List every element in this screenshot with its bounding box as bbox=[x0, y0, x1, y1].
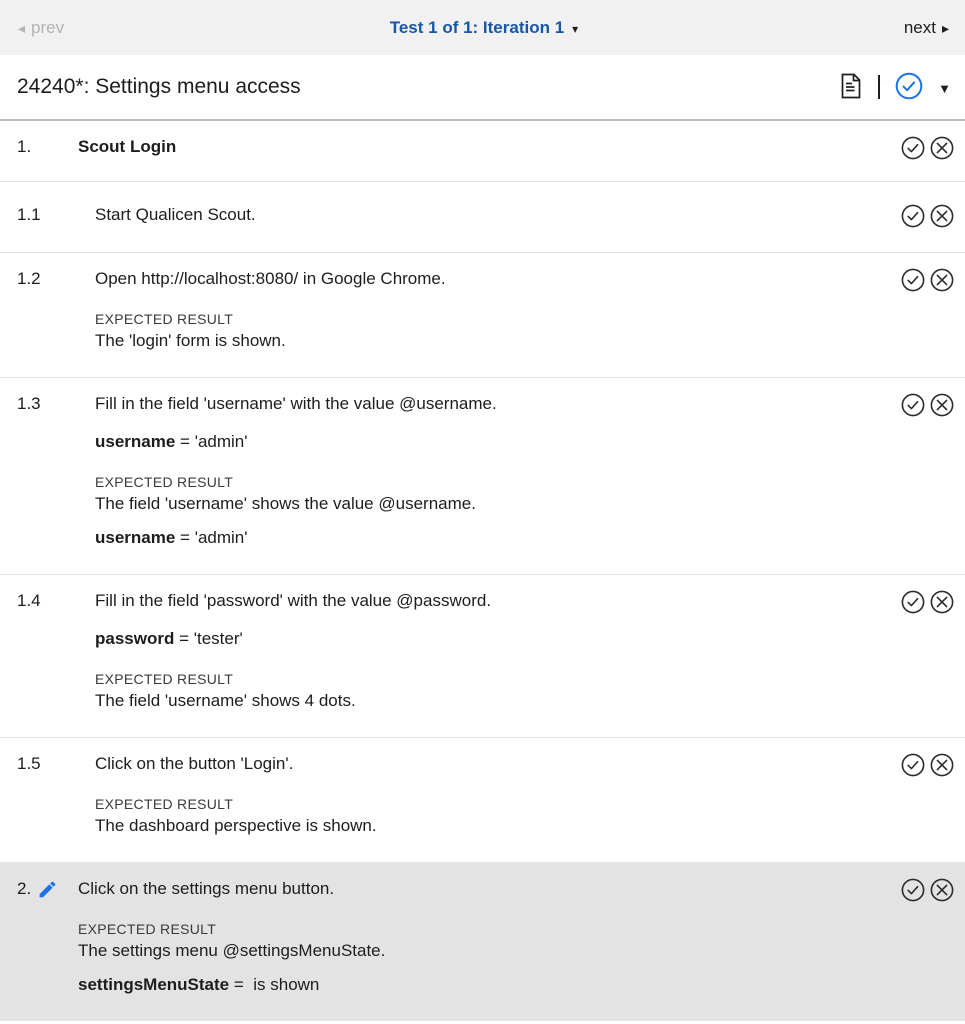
fail-step-button[interactable] bbox=[930, 590, 954, 614]
pass-step-button[interactable] bbox=[901, 753, 925, 777]
parameter-value: = is shown bbox=[229, 975, 320, 994]
check-circle-icon bbox=[901, 204, 925, 228]
next-test-button[interactable] bbox=[904, 18, 949, 38]
test-step-row[interactable] bbox=[0, 182, 965, 253]
caret-down-icon: ▾ bbox=[572, 21, 579, 36]
step-text: Start Qualicen Scout. bbox=[95, 205, 256, 224]
expected-result-text: The 'login' form is shown. bbox=[95, 331, 286, 350]
x-circle-icon bbox=[930, 268, 954, 292]
parameter-name: username bbox=[95, 528, 176, 547]
step-number: 1.1 bbox=[17, 205, 41, 224]
step-number: 1. bbox=[17, 137, 32, 156]
test-navigation-bar bbox=[0, 0, 965, 55]
parameter-value: = 'admin' bbox=[175, 432, 248, 451]
expected-parameter bbox=[95, 527, 889, 548]
fail-step-button[interactable] bbox=[930, 204, 954, 228]
test-status-button[interactable] bbox=[895, 72, 923, 103]
expected-result-text: The field 'username' shows the value @username. bbox=[95, 494, 476, 513]
step-number: 2. bbox=[17, 879, 32, 898]
test-iteration-title: Test 1 of 1: Iteration 1 bbox=[389, 17, 565, 37]
expected-result-label: EXPECTED RESULT bbox=[95, 796, 234, 812]
expected-result-label: EXPECTED RESULT bbox=[95, 311, 234, 327]
step-text: Open http://localhost:8080/ in Google Chrome. bbox=[95, 269, 446, 288]
expected-result-label: EXPECTED RESULT bbox=[95, 671, 234, 687]
step-text: Fill in the field 'password' with the value @password. bbox=[95, 591, 492, 610]
step-number: 1.5 bbox=[17, 754, 41, 773]
check-circle-icon bbox=[901, 753, 925, 777]
fail-step-button[interactable] bbox=[930, 136, 954, 160]
pass-step-button[interactable] bbox=[901, 878, 925, 902]
parameter-value: = 'admin' bbox=[175, 528, 248, 547]
fail-step-button[interactable] bbox=[930, 753, 954, 777]
status-dropdown-caret-icon[interactable]: ▼ bbox=[938, 80, 951, 96]
next-arrow-icon: ▸ bbox=[941, 19, 949, 36]
check-circle-icon bbox=[901, 136, 925, 160]
fail-step-button[interactable] bbox=[930, 878, 954, 902]
test-step-row[interactable] bbox=[0, 378, 965, 575]
expected-result-text: The field 'username' shows 4 dots. bbox=[95, 691, 356, 710]
check-circle-blue-icon bbox=[895, 72, 923, 103]
check-circle-icon bbox=[901, 393, 925, 417]
header-divider bbox=[878, 75, 880, 99]
step-number: 1.3 bbox=[17, 394, 41, 413]
test-step-row[interactable] bbox=[0, 253, 965, 378]
prev-test-button[interactable] bbox=[18, 18, 64, 38]
parameter-name: password bbox=[95, 629, 175, 648]
expected-result-label: EXPECTED RESULT bbox=[78, 921, 217, 937]
step-text: Click on the settings menu button. bbox=[78, 879, 335, 898]
x-circle-icon bbox=[930, 393, 954, 417]
pass-step-button[interactable] bbox=[901, 136, 925, 160]
pass-step-button[interactable] bbox=[901, 393, 925, 417]
next-label: next bbox=[903, 17, 936, 37]
x-circle-icon bbox=[930, 753, 954, 777]
expected-result-text: The settings menu @settingsMenuState. bbox=[78, 941, 386, 960]
edit-pencil-icon[interactable] bbox=[37, 879, 58, 900]
step-text: Click on the button 'Login'. bbox=[95, 754, 294, 773]
expected-result-label: EXPECTED RESULT bbox=[95, 474, 234, 490]
test-title: 24240*: Settings menu access bbox=[17, 75, 301, 98]
check-circle-icon bbox=[901, 590, 925, 614]
step-number: 1.4 bbox=[17, 591, 41, 610]
step-text: Fill in the field 'username' with the value @username. bbox=[95, 394, 497, 413]
pass-step-button[interactable] bbox=[901, 590, 925, 614]
check-circle-icon bbox=[901, 268, 925, 292]
test-header bbox=[0, 55, 965, 121]
test-step-row-selected[interactable] bbox=[0, 863, 965, 1021]
test-step-row[interactable] bbox=[0, 575, 965, 738]
test-step-row[interactable] bbox=[0, 738, 965, 863]
step-parameter bbox=[95, 628, 889, 649]
document-icon bbox=[839, 72, 863, 103]
fail-step-button[interactable] bbox=[930, 268, 954, 292]
x-circle-icon bbox=[930, 204, 954, 228]
expected-result-text: The dashboard perspective is shown. bbox=[95, 816, 377, 835]
notes-document-button[interactable] bbox=[839, 72, 863, 103]
parameter-value: = 'tester' bbox=[174, 629, 243, 648]
parameter-name: username bbox=[95, 432, 176, 451]
x-circle-icon bbox=[930, 136, 954, 160]
x-circle-icon bbox=[930, 590, 954, 614]
prev-label: prev bbox=[31, 17, 65, 37]
test-iteration-dropdown[interactable] bbox=[390, 18, 578, 38]
prev-arrow-icon: ◂ bbox=[18, 19, 26, 36]
x-circle-icon bbox=[930, 878, 954, 902]
fail-step-button[interactable] bbox=[930, 393, 954, 417]
step-number: 1.2 bbox=[17, 269, 41, 288]
check-circle-icon bbox=[901, 878, 925, 902]
step-text: Scout Login bbox=[78, 137, 177, 156]
pass-step-button[interactable] bbox=[901, 268, 925, 292]
expected-parameter bbox=[78, 974, 889, 995]
parameter-name: settingsMenuState bbox=[78, 975, 230, 994]
test-step-row[interactable] bbox=[0, 121, 965, 182]
pass-step-button[interactable] bbox=[901, 204, 925, 228]
step-parameter bbox=[95, 431, 889, 452]
